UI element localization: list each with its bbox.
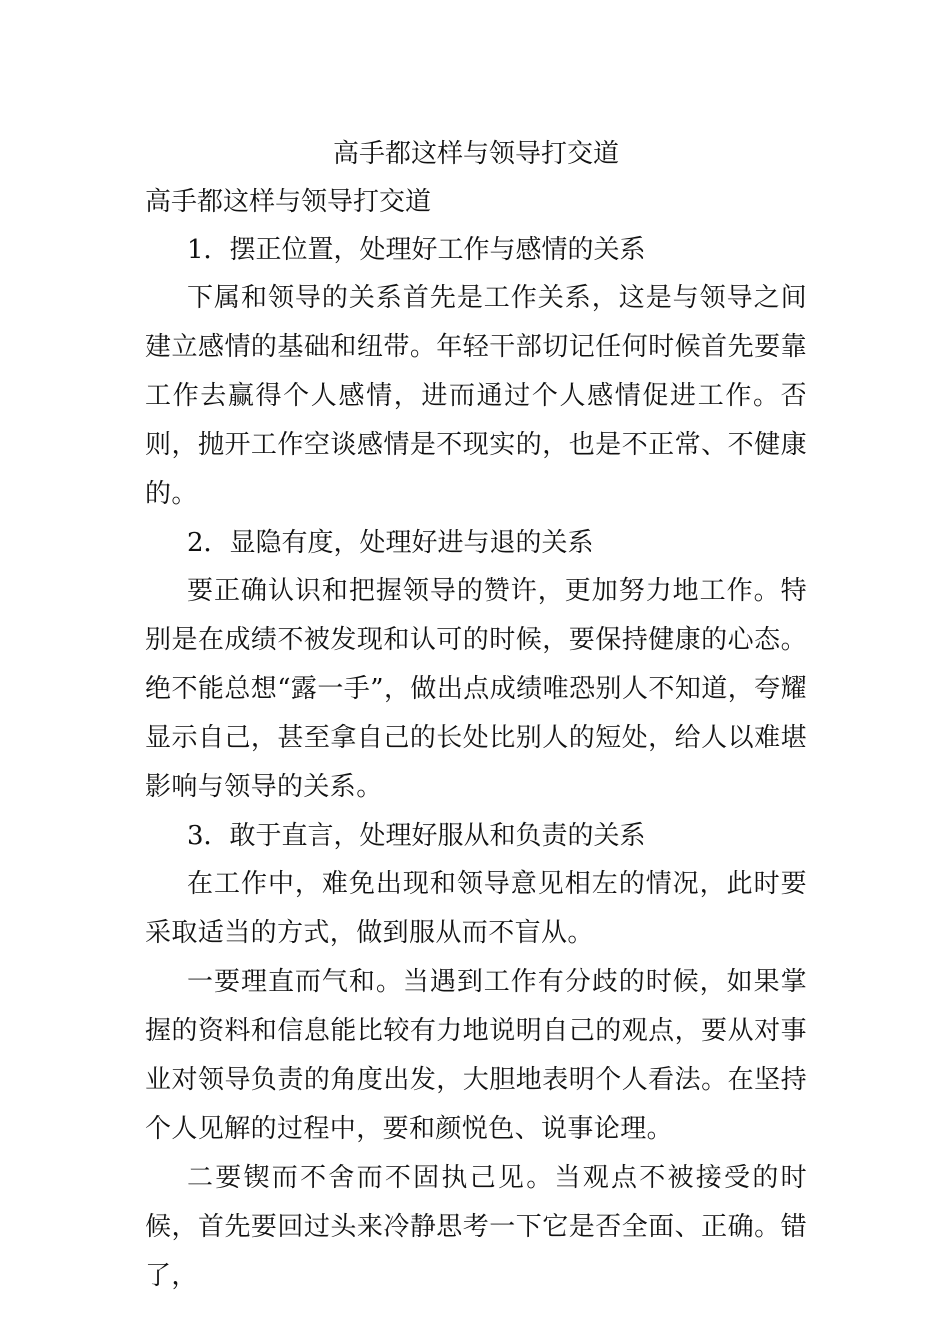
section-3-paragraph-3: 二要锲而不舍而不固执己见。当观点不被接受的时候，首先要回过头来冷静思考一下它是否全面、正确。错了，: [145, 1163, 807, 1291]
document-subtitle: 高手都这样与领导打交道: [145, 187, 432, 217]
section-heading-1: 1．摆正位置，处理好工作与感情的关系: [187, 235, 646, 265]
section-heading-3: 3．敢于直言，处理好服从和负责的关系: [187, 821, 646, 851]
section-1-paragraph-1: 下属和领导的关系首先是工作关系，这是与领导之间建立感情的基础和纽带。年轻干部切记任何时候首先要靠工作去赢得个人感情，进而通过个人感情促进工作。否则，抛开工作空谈感情是不现实的，也是不正常、不健康的。: [145, 283, 807, 509]
section-3-paragraph-1: 在工作中，难免出现和领导意见相左的情况，此时要采取适当的方式，做到服从而不盲从。: [145, 869, 807, 948]
section-2-paragraph-1: 要正确认识和把握领导的赞许，更加努力地工作。特别是在成绩不被发现和认可的时候，要保持健康的心态。绝不能总想“露一手”，做出点成绩唯恐别人不知道，夸耀显示自己，甚至拿自己的长处比别人的短处，给人以难堪影响与领导的关系。: [145, 576, 807, 802]
document-title: 高手都这样与领导打交道: [332, 139, 619, 169]
document-body: [145, 130, 807, 1301]
section-heading-2: 2．显隐有度，处理好进与退的关系: [187, 528, 594, 558]
section-3-paragraph-2: 一要理直而气和。当遇到工作有分歧的时候，如果掌握的资料和信息能比较有力地说明自己的观点，要从对事业对领导负责的角度出发，大胆地表明个人看法。在坚持个人见解的过程中，要和颜悦色、说事论理。: [145, 967, 807, 1144]
